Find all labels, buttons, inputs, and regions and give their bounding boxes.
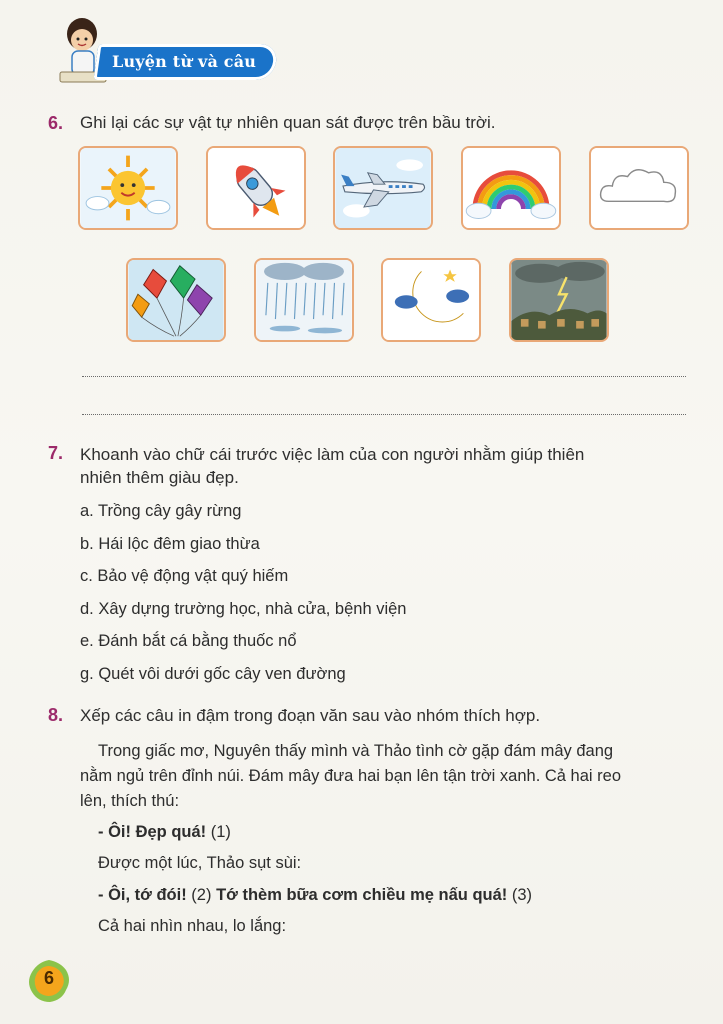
sentence-3-bold[interactable]: Tớ thèm bữa cơm chiều mẹ nấu quá!: [216, 886, 508, 904]
storm-picture: [509, 258, 609, 342]
airplane-picture: [333, 146, 433, 230]
rocket-picture: [206, 146, 306, 230]
q7-number: 7.: [48, 443, 64, 463]
q7-option-e[interactable]: e. Đánh bắt cá bằng thuốc nổ: [80, 632, 297, 650]
kites-icon: [128, 260, 224, 340]
story-line-5: Cả hai nhìn nhau, lo lắng:: [98, 917, 287, 935]
q7-option-g[interactable]: g. Quét vôi dưới gốc cây ven đường: [80, 665, 346, 683]
story-line-1: Trong giấc mơ, Nguyên thấy mình và Thảo tình cờ gặp đám mây đang: [98, 742, 614, 760]
sentence-1-bold[interactable]: - Ôi! Đẹp quá!: [98, 823, 207, 841]
rainbow-picture: [461, 146, 561, 230]
story-line-2: nằm ngủ trên đỉnh núi. Đám mây đưa hai bạn lên tận trời xanh. Cả hai reo: [80, 767, 622, 785]
dialogue-line-2: [98, 883, 532, 908]
q7-option-a[interactable]: a. Trồng cây gây rừng: [80, 502, 242, 520]
rain-icon: [256, 260, 352, 340]
rain-picture: [254, 258, 354, 342]
section-title: Luyện từ và câu: [112, 52, 257, 71]
answer-line-1[interactable]: [82, 376, 686, 377]
dialogue-line-1: [98, 820, 231, 845]
moon-picture: [381, 258, 481, 342]
q6-number: 6.: [48, 113, 64, 133]
q7-text-line2: nhiên thêm giàu đẹp.: [80, 468, 239, 487]
q8-number: 8.: [48, 705, 64, 725]
story-line-3: lên, thích thú:: [80, 792, 180, 810]
storm-icon: [511, 260, 607, 340]
sun-picture: [78, 146, 178, 230]
q7-option-d[interactable]: d. Xây dựng trường học, nhà cửa, bệnh viện: [80, 600, 407, 618]
q7-option-b[interactable]: b. Hái lộc đêm giao thừa: [80, 535, 260, 553]
q8-text: Xếp các câu in đậm trong đoạn văn sau vào nhóm thích hợp.: [80, 706, 541, 725]
q7-text-line1: Khoanh vào chữ cái trước việc làm của con người nhằm giúp thiên: [80, 445, 585, 464]
q7-option-c[interactable]: c. Bảo vệ động vật quý hiếm: [80, 567, 289, 585]
kites-picture: [126, 258, 226, 342]
airplane-icon: [335, 148, 431, 228]
moon-icon: [383, 260, 479, 340]
story-line-4: Được một lúc, Thảo sụt sùi:: [98, 854, 302, 872]
rocket-icon: [208, 148, 304, 228]
rainbow-icon: [463, 148, 559, 228]
sentence-1-tag: (1): [206, 823, 231, 841]
cloud-picture: [589, 146, 689, 230]
sentence-2-bold[interactable]: - Ôi, tớ đói!: [98, 886, 187, 904]
q6-text: Ghi lại các sự vật tự nhiên quan sát được trên bầu trời.: [80, 113, 496, 132]
page-number: 6: [43, 968, 54, 988]
answer-line-2[interactable]: [82, 414, 686, 415]
sentence-3-tag: (3): [507, 886, 533, 904]
sentence-2-tag: (2): [186, 886, 217, 904]
cloud-icon: [591, 148, 687, 228]
sun-icon: [80, 148, 176, 228]
